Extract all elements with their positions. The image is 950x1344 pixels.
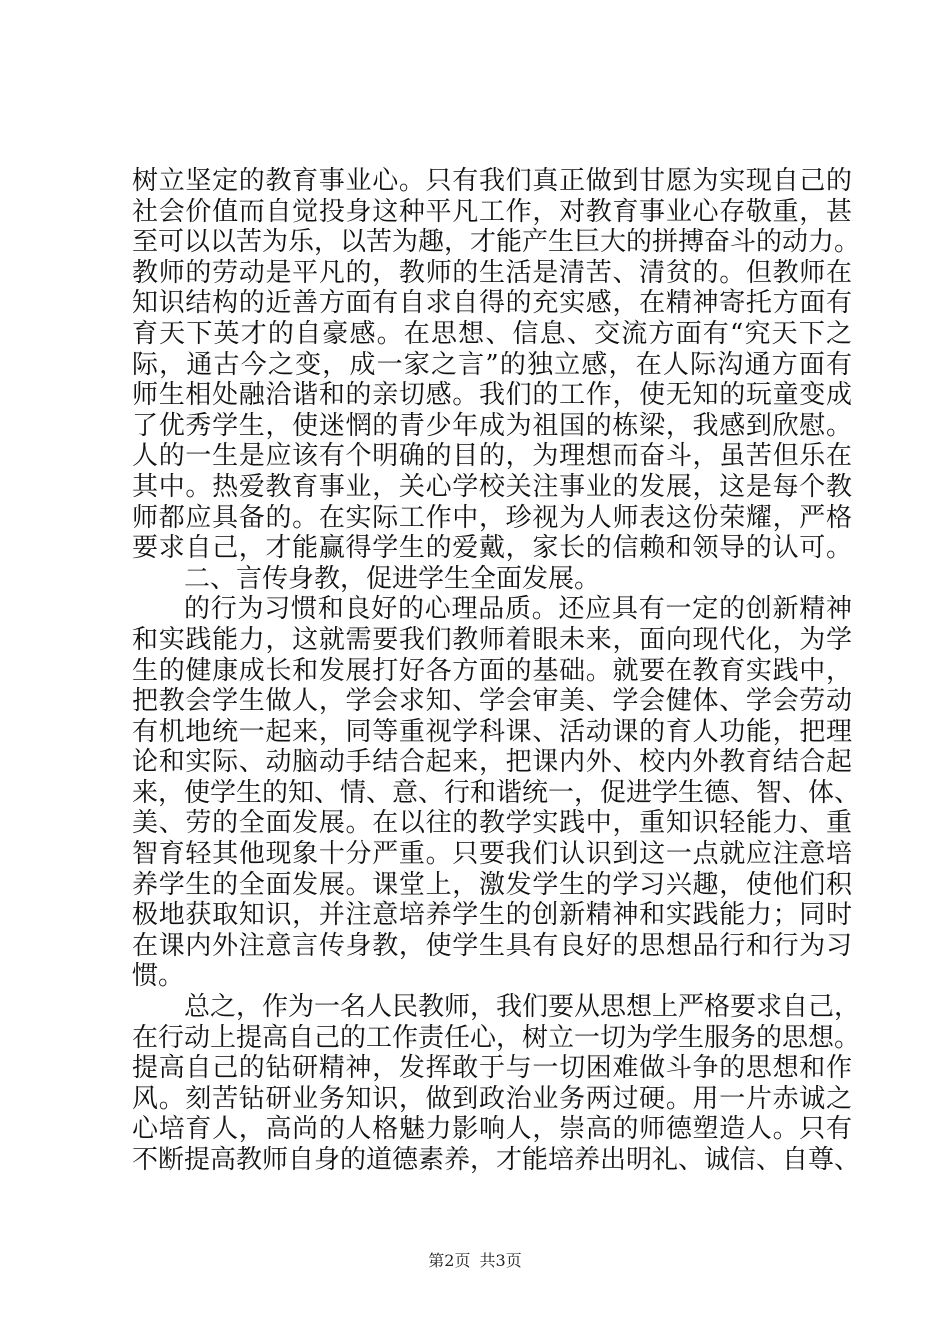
text-line: 要求自己，才能赢得学生的爱戴，家长的信赖和领导的认可。: [132, 533, 852, 564]
text-line: 师都应具备的。在实际工作中，珍视为人师表这份荣耀，严格: [132, 502, 852, 533]
text-line: 的行为习惯和良好的心理品质。还应具有一定的创新精神: [184, 594, 852, 625]
text-line: 至可以以苦为乐，以苦为趣，才能产生巨大的拼搏奋斗的动力。: [132, 227, 861, 258]
text-line: 际，通古今之变，成一家之言”的独立感，在人际沟通方面有: [132, 349, 852, 380]
text-line: 人的一生是应该有个明确的目的，为理想而奋斗，虽苦但乐在: [132, 441, 852, 472]
text-line: 在课内外注意言传身教，使学生具有良好的思想品行和行为习: [132, 930, 852, 961]
text-line: 论和实际、动脑动手结合起来，把课内外、校内外教育结合起: [132, 747, 852, 778]
page-footer: [0, 1248, 950, 1271]
text-line: 惯。: [132, 961, 185, 992]
text-line: 在行动上提高自己的工作责任心，树立一切为学生服务的思想。: [132, 1022, 861, 1053]
page-number: 第2页: [428, 1251, 471, 1270]
text-line: 智育轻其他现象十分严重。只要我们认识到这一点就应注意培: [132, 839, 852, 870]
document-body: [132, 166, 861, 1176]
text-line: 师生相处融洽谐和的亲切感。我们的工作，使无知的玩童变成: [132, 380, 852, 411]
text-line: 生的健康成长和发展打好各方面的基础。就要在教育实践中，: [132, 655, 852, 686]
text-line: 育天下英才的自豪感。在思想、信息、交流方面有“究天下之: [132, 318, 852, 349]
text-line: 来，使学生的知、情、意、行和谐统一，促进学生德、智、体、: [132, 777, 861, 808]
text-line: 其中。热爱教育事业，关心学校关注事业的发展，这是每个教: [132, 471, 852, 502]
text-line: 极地获取知识，并注意培养学生的创新精神和实践能力；同时: [132, 900, 852, 931]
text-line: 有机地统一起来，同等重视学科课、活动课的育人功能，把理: [132, 716, 852, 747]
section-heading: 二、言传身教，促进学生全面发展。: [184, 563, 601, 594]
text-line: 树立坚定的教育事业心。只有我们真正做到甘愿为实现自己的: [132, 166, 852, 196]
text-line: 总之，作为一名人民教师，我们要从思想上严格要求自己，: [184, 992, 861, 1023]
text-line: 社会价值而自觉投身这种平凡工作，对教育事业心存敬重，甚: [132, 196, 852, 227]
text-line: 美、劳的全面发展。在以往的教学实践中，重知识轻能力、重: [132, 808, 852, 839]
text-line: 和实践能力，这就需要我们教师着眼未来，面向现代化，为学: [132, 624, 852, 655]
text-line: 不断提高教师自身的道德素养，才能培养出明礼、诚信、自尊、: [132, 1145, 861, 1175]
text-line: 提高自己的钻研精神，发挥敢于与一切困难做斗争的思想和作: [132, 1053, 852, 1084]
text-line: 养学生的全面发展。课堂上，激发学生的学习兴趣，使他们积: [132, 869, 852, 900]
text-line: 教师的劳动是平凡的，教师的生活是清苦、清贫的。但教师在: [132, 257, 852, 288]
text-line: 心培育人，高尚的人格魅力影响人，崇高的师德塑造人。只有: [132, 1114, 852, 1145]
text-line: 风。刻苦钻研业务知识，做到政治业务两过硬。用一片赤诚之: [132, 1083, 852, 1114]
text-line: 了优秀学生，使迷惘的青少年成为祖国的栋梁，我感到欣慰。: [132, 410, 852, 441]
text-line: 把教会学生做人，学会求知、学会审美、学会健体、学会劳动: [132, 686, 852, 717]
page-total: 共3页: [479, 1251, 522, 1270]
text-line: 知识结构的近善方面有自求自得的充实感，在精神寄托方面有: [132, 288, 852, 319]
